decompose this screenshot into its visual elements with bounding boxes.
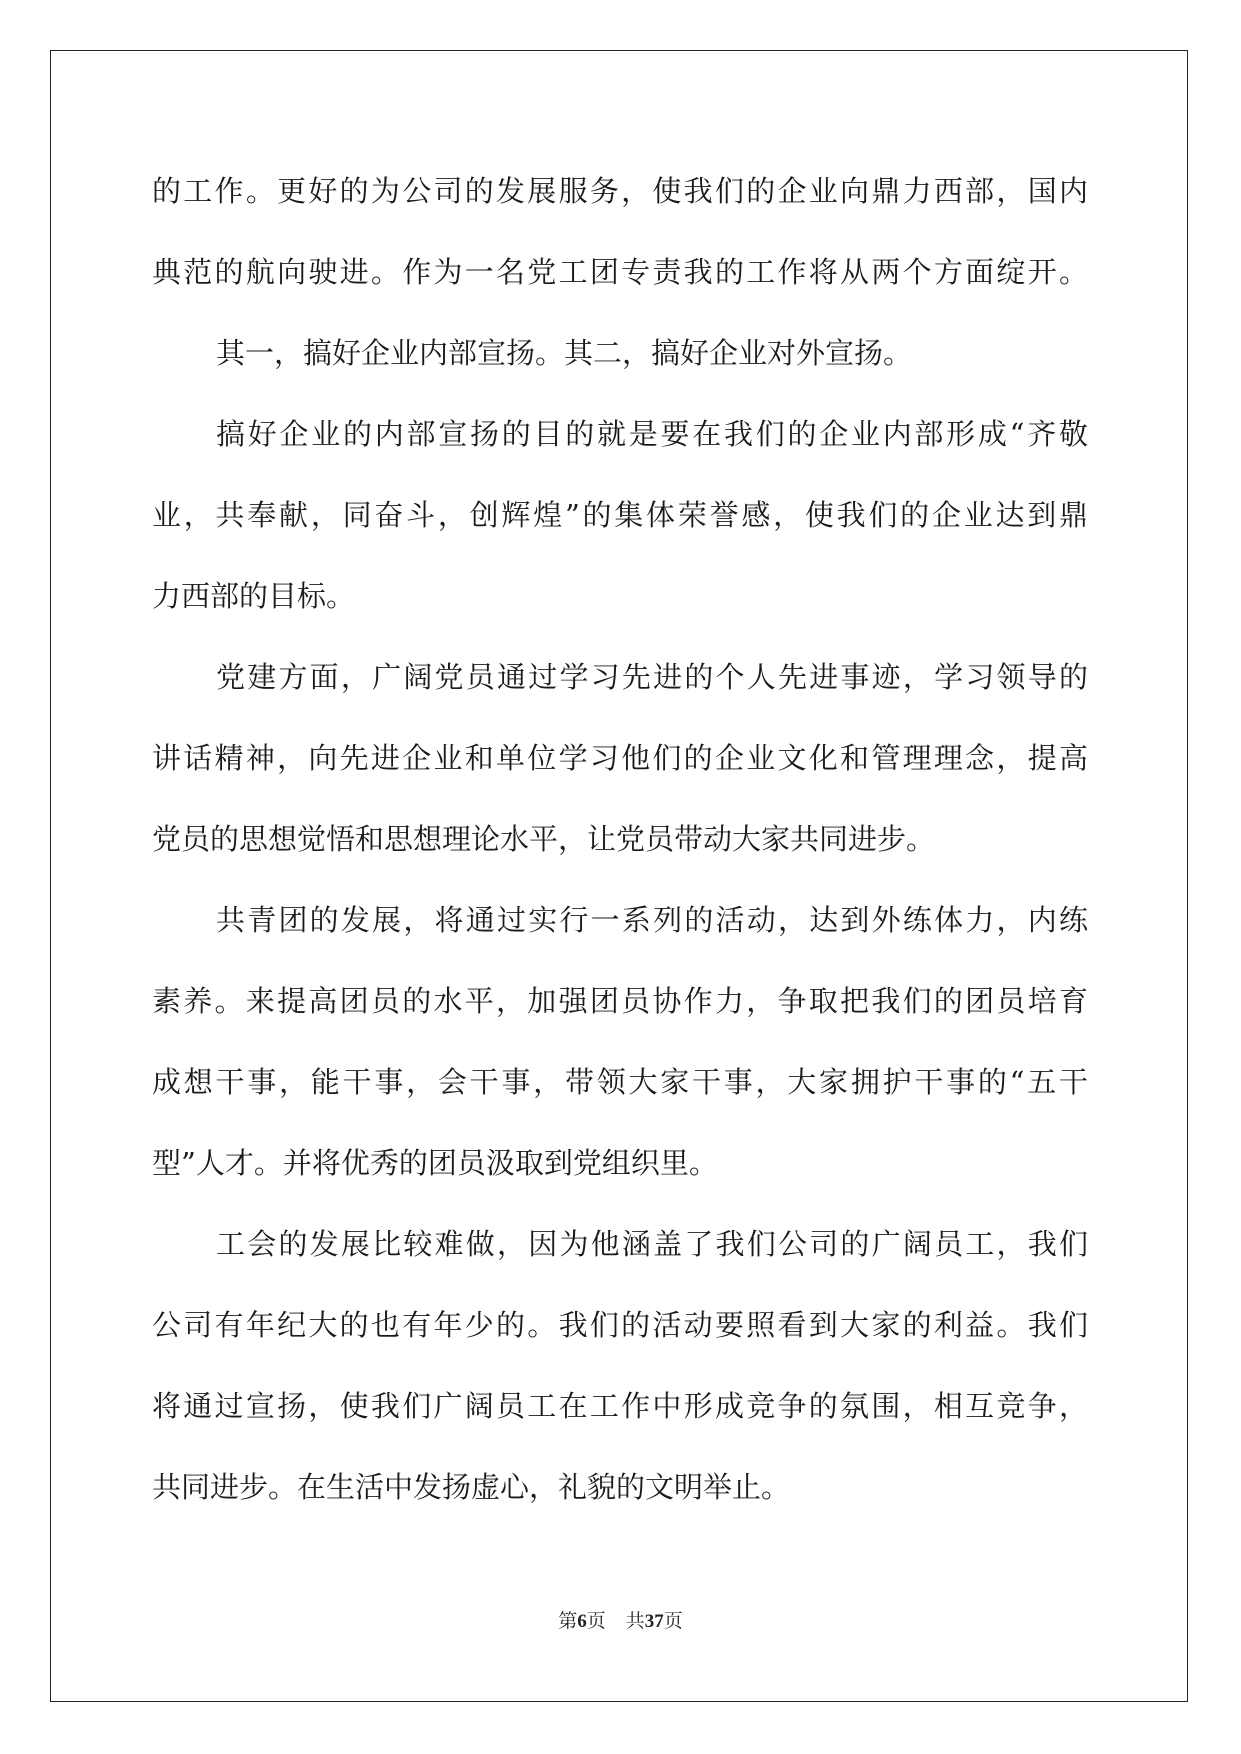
- page-prefix: 第: [558, 1611, 578, 1632]
- text-line: 公司有年纪大的也有年少的。我们的活动要照看到大家的利益。我们: [152, 1308, 1088, 1342]
- page-footer: [0, 1606, 1241, 1633]
- text-line: 讲话精神，向先进企业和单位学习他们的企业文化和管理理念，提高: [152, 741, 1088, 775]
- text-line: 典范的航向驶进。作为一名党工团专责我的工作将从两个方面绽开。: [152, 255, 1088, 289]
- page-number: 6: [577, 1611, 587, 1632]
- page-suffix: 页: [586, 1611, 606, 1632]
- text-line: 其一，搞好企业内部宣扬。其二，搞好企业对外宣扬。: [216, 336, 913, 370]
- total-pages: 37: [644, 1611, 664, 1632]
- total-suffix: 页: [663, 1611, 683, 1632]
- text-line: 素养。来提高团员的水平，加强团员协作力，争取把我们的团员培育: [152, 984, 1088, 1018]
- text-line: 力西部的目标。: [152, 579, 356, 613]
- text-line: 业，共奉献，同奋斗，创辉煌”的集体荣誉感，使我们的企业达到鼎: [152, 498, 1088, 532]
- document-body: [152, 160, 1088, 1537]
- text-line: 搞好企业的内部宣扬的目的就是要在我们的企业内部形成“齐敬: [216, 417, 1088, 451]
- text-line: 党员的思想觉悟和思想理论水平，让党员带动大家共同进步。: [152, 822, 936, 856]
- text-line: 党建方面，广阔党员通过学习先进的个人先进事迹，学习领导的: [216, 660, 1088, 694]
- text-line: 成想干事，能干事，会干事，带领大家干事，大家拥护干事的“五干: [152, 1065, 1088, 1099]
- text-line: 共同进步。在生活中发扬虚心，礼貌的文明举止。: [152, 1470, 791, 1504]
- text-line: 的工作。更好的为公司的发展服务，使我们的企业向鼎力西部，国内: [152, 174, 1088, 208]
- text-line: 型”人才。并将优秀的团员汲取到党组织里。: [152, 1146, 718, 1180]
- text-line: 共青团的发展，将通过实行一系列的活动，达到外练体力，内练: [216, 903, 1088, 937]
- text-line: 将通过宣扬，使我们广阔员工在工作中形成竞争的氛围，相互竞争，: [152, 1389, 1088, 1423]
- text-line: 工会的发展比较难做，因为他涵盖了我们公司的广阔员工，我们: [216, 1227, 1088, 1261]
- total-prefix: 共: [625, 1611, 645, 1632]
